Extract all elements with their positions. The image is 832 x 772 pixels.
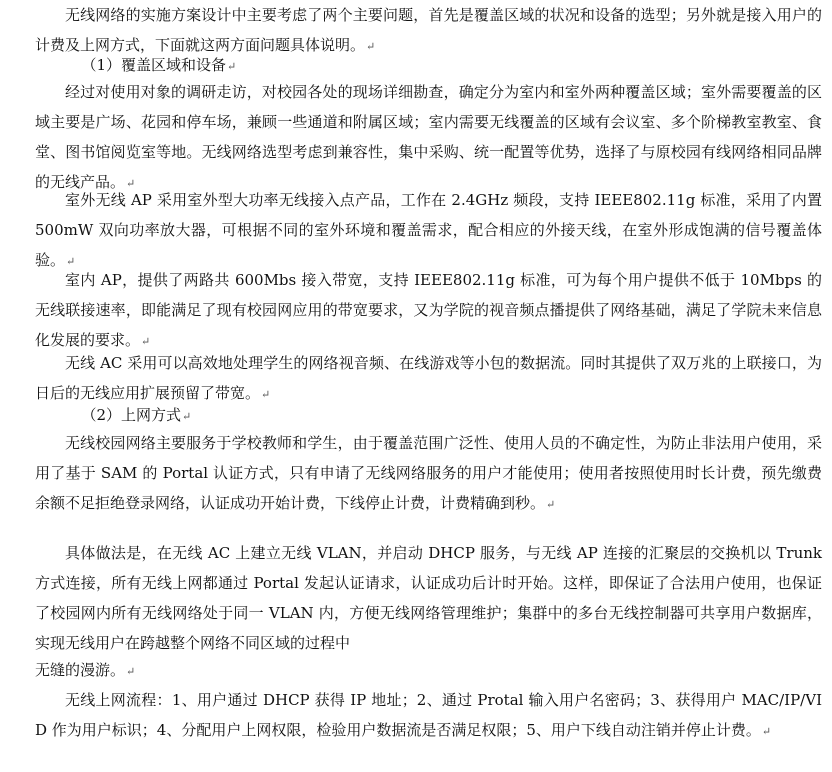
return-mark: ↵ [261,388,271,401]
return-mark: ↵ [182,410,192,423]
return-mark: ↵ [761,725,772,738]
paragraph-portal-auth-text: 无线校园网络主要服务于学校教师和学生，由于覆盖范围广泛性、使用人员的不确定性，为防止非法用户使用，采用了基于 SAM 的 Portal 认证方式，只有申请了无线网络服务的用户才能使用；使用者按照使用时长计费，预先缴费余额不足拒绝登录网络，认证成功开始计费，下线停止计费，计费精确到秒。 [35,434,822,512]
paragraph-indoor-ap [35,265,822,357]
return-mark: ↵ [366,40,376,53]
return-mark: ↵ [126,665,136,678]
section-heading-access-text: （2）上网方式 [81,406,182,424]
paragraph-indoor-ap-text: 室内 AP，提供了两路共 600Mbs 接入带宽，支持 IEEE802.11g 标准，可为每个用户提供不低于 10Mbps 的无线联接速率，即能满足了现有校园网应用的带宽要求，又为学院的视音频点播提供了网络基础，满足了学院未来信息化发展的要求。 [35,271,822,349]
return-mark: ↵ [126,177,136,190]
paragraph-portal-auth [35,428,822,520]
paragraph-vlan-method-text: 具体做法是，在无线 AC 上建立无线 VLAN，并启动 DHCP 服务，与无线 AP 连接的汇聚层的交换机以 Trunk 方式连接，所有无线上网都通过 Portal 发起认证请求，认证成功后计时开始。这样，即保证了合法用户使用，也保证了校园网内所有无线网络处于同一 VLAN 内，方便无线网络管理维护；集群中的多台无线控制器可共享用户数据库，实现无线用户在跨越整个网络不同区域的过程中 [35,544,822,652]
paragraph-vlan-method-continued-text: 无缝的漫游。 [35,661,126,679]
paragraph-wireless-ac-text: 无线 AC 采用可以高效地处理学生的网络视音频、在线游戏等小包的数据流。同时其提供了双万兆的上联接口，为日后的无线应用扩展预留了带宽。 [35,354,822,402]
paragraph-vlan-method [35,538,822,658]
paragraph-outdoor-ap [35,185,822,277]
paragraph-vlan-method-continued [35,655,822,687]
return-mark: ↵ [546,498,556,511]
return-mark: ↵ [66,255,76,268]
return-mark: ↵ [141,335,151,348]
section-heading-coverage-text: （1）覆盖区域和设备 [81,56,227,74]
return-mark: ↵ [227,60,237,73]
paragraph-access-flow [35,685,822,747]
paragraph-outdoor-ap-text: 室外无线 AP 采用室外型大功率无线接入点产品，工作在 2.4GHz 频段，支持 IEEE802.11g 标准，采用了内置 500mW 双向功率放大器，可根据不同的室外环境和覆盖需求，配合相应的外接天线，在室外形成饱满的信号覆盖体验。 [35,191,822,269]
paragraph-coverage-survey [35,77,822,199]
paragraph-coverage-survey-text: 经过对使用对象的调研走访，对校园各处的现场详细勘查，确定分为室内和室外两种覆盖区域；室外需要覆盖的区域主要是广场、花园和停车场，兼顾一些通道和附属区域；室内需要无线覆盖的区域有会议室、多个阶梯教室教室、食堂、图书馆阅览室等地。无线网络选型考虑到兼容性，集中采购、统一配置等优势，选择了与原校园有线网络相同品牌的无线产品。 [35,83,822,191]
paragraph-intro-text: 无线网络的实施方案设计中主要考虑了两个主要问题，首先是覆盖区域的状况和设备的选型；另外就是接入用户的计费及上网方式，下面就这两方面问题具体说明。 [35,6,822,54]
paragraph-access-flow-text: 无线上网流程：1、用户通过 DHCP 获得 IP 地址；2、通过 Protal 输入用户名密码；3、获得用户 MAC/IP/VID 作为用户标识；4、分配用户上网权限，检验用户数据流是否满足权限；5、用户下线自动注销并停止计费。 [35,691,822,739]
